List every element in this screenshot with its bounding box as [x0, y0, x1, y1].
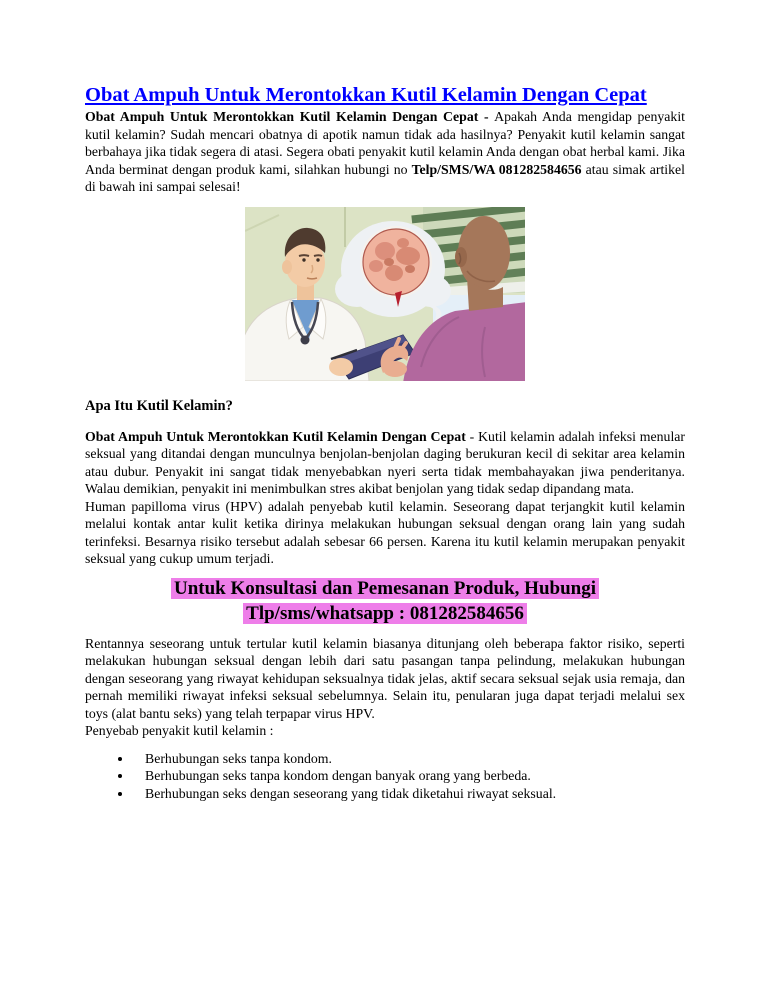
consultation-cta — [85, 576, 685, 626]
intro-text-tail: atau simak artikel di bawah ini sampai selesai! — [85, 161, 685, 194]
intro-paragraph — [85, 108, 685, 196]
definition-paragraph — [85, 428, 685, 498]
list-item: • Berhubungan seks tanpa kondom. — [133, 750, 685, 768]
document-content — [85, 0, 685, 803]
definition-bold-lead: Obat Ampuh Untuk Merontokkan Kutil Kelamin Dengan Cepat — [85, 428, 466, 444]
hpv-paragraph: Human papilloma virus (HPV) adalah penyebab kutil kelamin. Seseorang dapat terjangkit kutil kelamin melalui kontak antar kulit ketika dirinya melakukan hubungan seksual dengan orang lain yang sudah terinfeksi. Besarnya risiko tersebut adalah sebesar 66 persen. Karena itu kutil kelamin merupakan penyakit seksual yang cukup umum terjadi. — [85, 498, 685, 566]
causes-list — [85, 750, 685, 803]
risk-paragraph: Rentannya seseorang untuk tertular kutil kelamin biasanya ditunjang oleh beberapa faktor risiko, seperti melakukan hubungan seksual dengan lebih dari satu pasangan tanpa pelindung, melakukan hubungan dengan seseorang yang riwayat kehidupan seksualnya tidak jelas, aktif secara seksual sejak usia remaja, dan pernah memiliki riwayat infeksi seksual sebelumnya. Selain itu, penularan juga dapat terjadi melalui sex toys (alat bantu seks) yang telah terpapar virus HPV. — [85, 635, 685, 721]
intro-text: Apakah Anda mengidap penyakit kutil kelamin? Sudah mencari obatnya di apotik namun tidak ada hasilnya? Penyakit kutil kelamin sangat berbahaya jika tidak segera di atasi. Segera obati penyakit kutil kelamin Anda dengan obat herbal kami. Jika Anda berminat dengan produk kami, silahkan hubungi no — [85, 109, 685, 177]
causes-label: Penyebab penyakit kutil kelamin : — [85, 723, 274, 738]
cta-line-1: Untuk Konsultasi dan Pemesanan Produk, Hubungi — [171, 578, 599, 599]
page-title: Obat Ampuh Untuk Merontokkan Kutil Kelamin Dengan Cepat — [85, 84, 647, 106]
doctor-patient-illustration-svg — [245, 207, 525, 381]
doctor-hand — [329, 358, 353, 376]
doctor-patient-illustration — [85, 207, 685, 381]
intro-bold-lead: Obat Ampuh Untuk Merontokkan Kutil Kelamin Dengan Cepat - — [85, 109, 495, 124]
section-heading-apa-itu: Apa Itu Kutil Kelamin? — [85, 397, 233, 414]
definition-text: - Kutil kelamin adalah infeksi menular seksual yang ditandai dengan munculnya benjolan-benjolan daging berukuran kecil di sekitar area kelamin atau dubur. Penyakit ini sangat tidak menyebabkan nyeri serta tidak membahayakan jiwa penderitanya. Walau demikian, penyakit ini menimbulkan stres akibat benjolan yang tidak sedap dipandang mata. — [85, 428, 685, 496]
intro-phone-number: Telp/SMS/WA 081282584656 — [411, 161, 582, 177]
list-item: • Berhubungan seks tanpa kondom dengan banyak orang yang berbeda. — [133, 767, 685, 785]
cta-phone-line: Tlp/sms/whatsapp : 081282584656 — [243, 603, 527, 624]
list-item: • Berhubungan seks dengan seseorang yang tidak diketahui riwayat seksual. — [133, 785, 685, 803]
